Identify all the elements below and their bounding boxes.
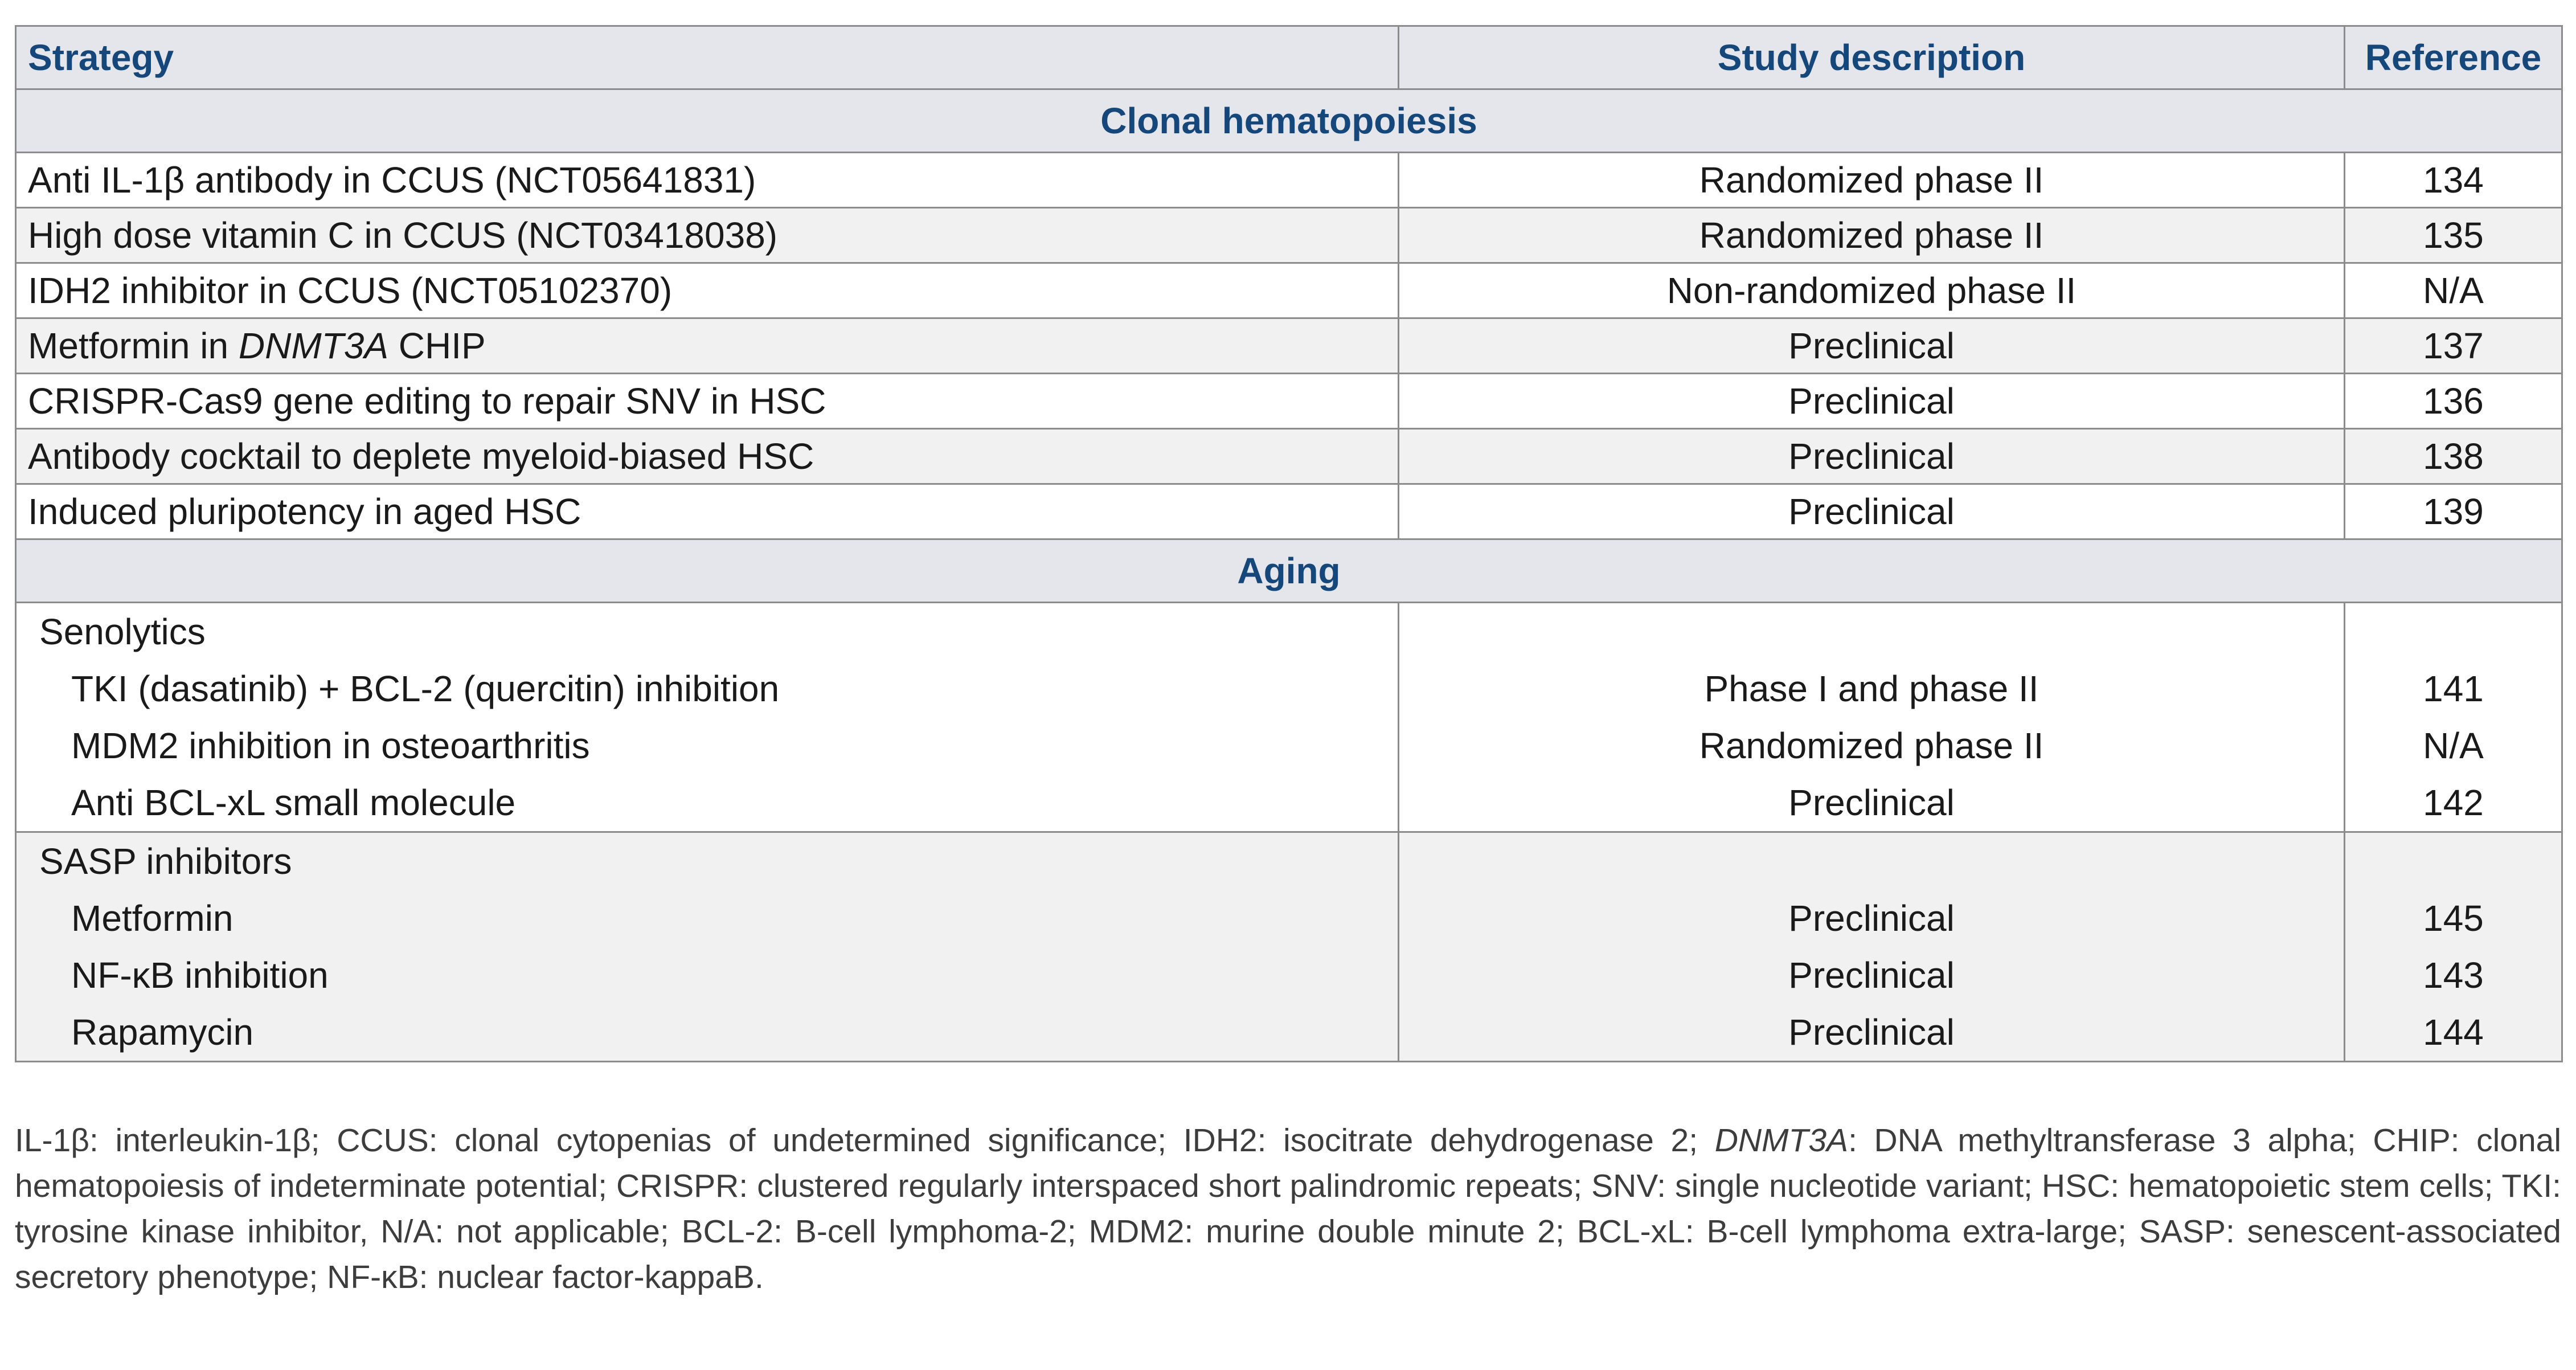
strategy-item: NF-κB inhibition <box>71 955 329 996</box>
table-row <box>16 263 2562 318</box>
strategy-item: Anti BCL-xL small molecule <box>71 782 516 823</box>
strategy-cell: CRISPR-Cas9 gene editing to repair SNV in HSC <box>16 374 1399 429</box>
footnote-text: : DNA methyltransferase 3 alpha; CHIP: clonal hematopoiesis of indeterminate potential; CRISPR: clustered regularly interspaced short palindromic repeats; SNV: single nucleotide variant; HSC: hematopoietic stem cells; TKI: tyrosine kinase inhibitor, N/A: not applicable; BCL-2: B-cell lymphoma-2; MDM2: murine double minute 2; BCL-xL: B-cell lymphoma extra-large; SASP: senescent-associated secretory phenotype; NF-κB: nuclear factor-kappaB. <box>15 1122 2562 1295</box>
strategy-group-cell <box>16 603 1399 832</box>
strategy-cell: Antibody cocktail to deplete myeloid-biased HSC <box>16 429 1399 484</box>
group-label: Senolytics <box>39 611 206 652</box>
description-item: Preclinical <box>1788 1012 1955 1053</box>
table-row <box>16 208 2562 263</box>
table-row <box>16 318 2562 374</box>
strategy-item: TKI (dasatinib) + BCL-2 (quercitin) inhibition <box>71 668 780 709</box>
description-item: Preclinical <box>1788 898 1955 939</box>
reference-cell: 138 <box>2345 429 2562 484</box>
reference-cell: 137 <box>2345 318 2562 374</box>
footnote-gene-italic: DNMT3A <box>1714 1122 1849 1159</box>
table-header-row <box>16 26 2562 89</box>
header-strategy: Strategy <box>16 26 1399 89</box>
reference-item: 142 <box>2423 782 2484 823</box>
description-cell: Randomized phase II <box>1399 153 2345 208</box>
table-row <box>16 429 2562 484</box>
group-label: SASP inhibitors <box>39 841 292 882</box>
footnote-text: IL-1β: interleukin-1β; CCUS: clonal cytopenias of undetermined significance; IDH2: isocitrate dehydrogenase 2; <box>15 1122 1715 1159</box>
header-reference: Reference <box>2345 26 2562 89</box>
strategy-cell <box>16 318 1399 374</box>
reference-cell: 135 <box>2345 208 2562 263</box>
description-cell: Preclinical <box>1399 374 2345 429</box>
table-row <box>16 153 2562 208</box>
reference-group-cell <box>2345 603 2562 832</box>
reference-group-cell <box>2345 832 2562 1062</box>
reference-item: 143 <box>2423 955 2484 996</box>
strategy-item: Rapamycin <box>71 1012 254 1053</box>
description-cell: Non-randomized phase II <box>1399 263 2345 318</box>
strategy-cell: Anti IL-1β antibody in CCUS (NCT05641831) <box>16 153 1399 208</box>
table-row <box>16 484 2562 539</box>
header-study-description: Study description <box>1399 26 2345 89</box>
reference-cell: N/A <box>2345 263 2562 318</box>
strategy-cell: Induced pluripotency in aged HSC <box>16 484 1399 539</box>
strategy-text: Metformin in <box>28 325 239 366</box>
gene-name-italic: DNMT3A <box>238 325 388 366</box>
group-row-sasp-inhibitors <box>16 832 2562 1062</box>
description-group-cell <box>1399 832 2345 1062</box>
reference-cell: 136 <box>2345 374 2562 429</box>
section-row-clonal-hematopoiesis <box>16 89 2562 153</box>
strategy-text: CHIP <box>388 325 486 366</box>
reference-item: 145 <box>2423 898 2484 939</box>
description-item: Preclinical <box>1788 955 1955 996</box>
table-row <box>16 374 2562 429</box>
description-cell: Preclinical <box>1399 429 2345 484</box>
description-cell: Randomized phase II <box>1399 208 2345 263</box>
strategy-cell: High dose vitamin C in CCUS (NCT03418038) <box>16 208 1399 263</box>
table-footnote <box>15 1118 2561 1300</box>
description-item: Randomized phase II <box>1699 725 2044 766</box>
reference-cell: 139 <box>2345 484 2562 539</box>
strategy-group-cell <box>16 832 1399 1062</box>
description-item: Phase I and phase II <box>1704 668 2039 709</box>
reference-item: 141 <box>2423 668 2484 709</box>
strategy-cell: IDH2 inhibitor in CCUS (NCT05102370) <box>16 263 1399 318</box>
strategies-table <box>15 25 2563 1062</box>
group-row-senolytics <box>16 603 2562 832</box>
section-row-aging <box>16 539 2562 603</box>
reference-cell: 134 <box>2345 153 2562 208</box>
description-item: Preclinical <box>1788 782 1955 823</box>
reference-item: N/A <box>2423 725 2484 766</box>
description-cell: Preclinical <box>1399 484 2345 539</box>
description-cell: Preclinical <box>1399 318 2345 374</box>
section-title: Clonal hematopoiesis <box>16 89 2562 153</box>
strategy-item: Metformin <box>71 898 234 939</box>
section-title: Aging <box>16 539 2562 603</box>
strategy-item: MDM2 inhibition in osteoarthritis <box>71 725 590 766</box>
description-group-cell <box>1399 603 2345 832</box>
reference-item: 144 <box>2423 1012 2484 1053</box>
